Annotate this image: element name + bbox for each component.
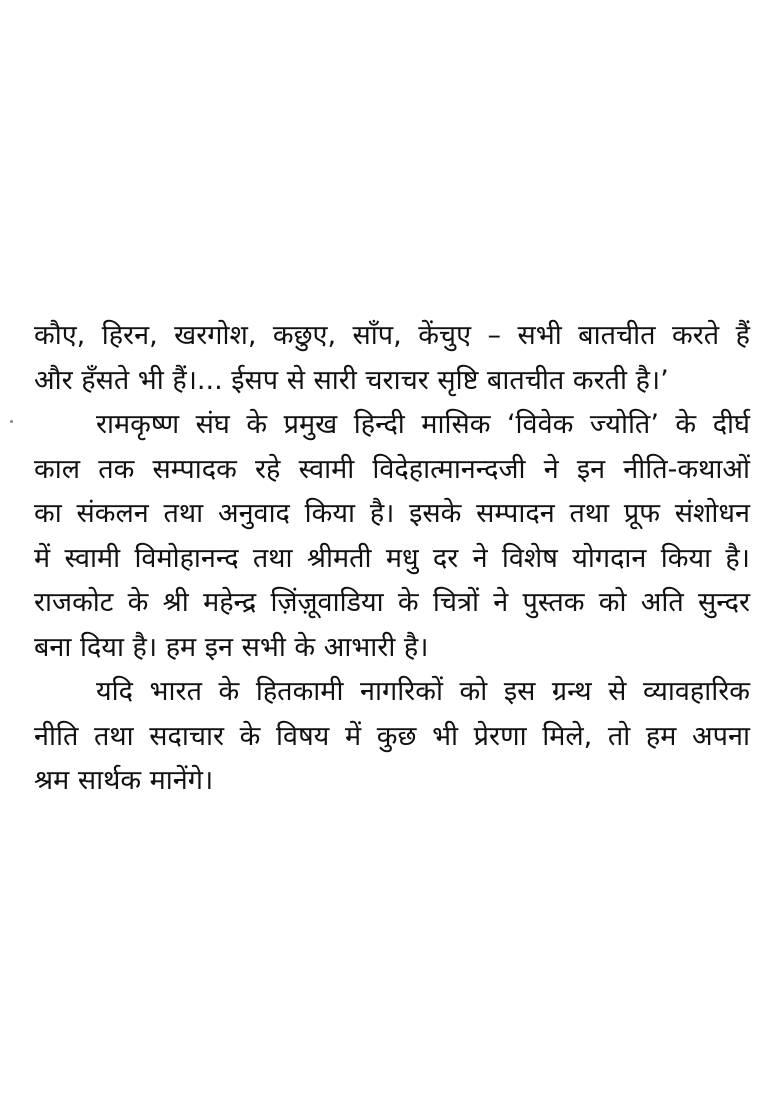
text-line: और हँसते भी हैं।... ईसप से सारी चराचर सृष्टि बातचीत करती है।’ — [34, 364, 669, 396]
paragraph-first-line: यदि भारत के हितकामी नागरिकों को इस ग्रन्थ से व्यावहारिक — [96, 676, 750, 707]
text-line: बना दिया है। हम इन सभी के आभारी है। — [34, 631, 429, 663]
body-text — [34, 314, 750, 804]
text-line: काल तक सम्पादक रहे स्वामी विदेहात्मानन्दजी ने इन नीति-कथाओं — [34, 453, 750, 485]
text-line: राजकोट के श्री महेन्द्र ज़िंज़ूवाडिया के चित्रों ने पुस्तक को अति सुन्दर — [34, 587, 750, 618]
text-line: का संकलन तथा अनुवाद किया है। इसके सम्पादन तथा प्रूफ संशोधन — [34, 498, 750, 529]
text-line: नीति तथा सदाचार के विषय में कुछ भी प्रेरणा मिले, तो हम अपना — [34, 720, 750, 752]
paragraph-first-line: रामकृष्ण संघ के प्रमुख हिन्दी मासिक ‘विवेक ज्योति’ के दीर्घ — [96, 409, 750, 440]
scan-speck — [10, 420, 13, 423]
text-line: श्रम सार्थक मानेंगे। — [34, 765, 214, 796]
text-line: में स्वामी विमोहानन्द तथा श्रीमती मधु दर ने विशेष योगदान किया है। — [34, 542, 750, 574]
text-line: कौए, हिरन, खरगोश, कछुए, साँप, केंचुए – सभी बातचीत करते हैं — [34, 320, 750, 351]
